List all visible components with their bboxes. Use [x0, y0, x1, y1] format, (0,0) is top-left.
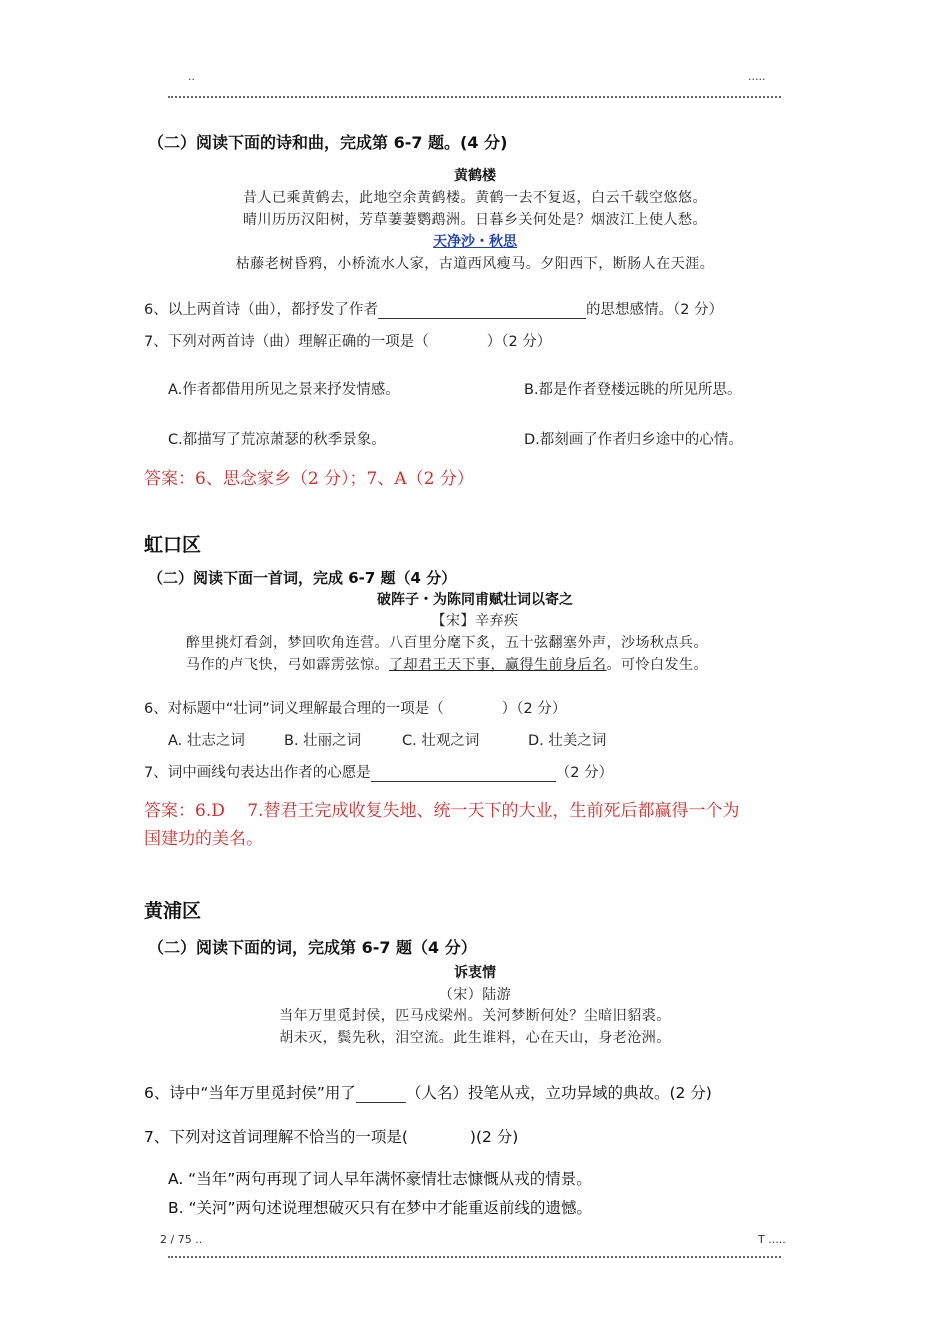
- s2-opt-c: C. 壮观之词: [402, 733, 480, 749]
- s2-poem-title: 破阵子・为陈同甫赋壮词以寄之: [377, 592, 573, 608]
- s1-answer: 答案：6、思念家乡（2 分）；7、A（2 分）: [144, 469, 474, 489]
- s2-q6: 6、对标题中“壮词”词义理解最合理的一项是（ ）（2 分）: [144, 701, 567, 717]
- s2-region: 虹口区: [144, 534, 202, 556]
- poem1-title: 黄鹤楼: [454, 168, 496, 184]
- s3-q6-suffix: （人名）投笔从戎，立功异域的典故。(2 分): [405, 1084, 712, 1102]
- s2-opt-a: A. 壮志之词: [168, 733, 245, 749]
- s1-q6: [144, 298, 723, 319]
- header-right-mark: .....: [748, 70, 766, 83]
- s1-opt-a: A.作者都借用所见之景来抒发情感。: [168, 382, 400, 398]
- s2-q7-blank[interactable]: [371, 765, 556, 782]
- s2-line2-b: 。可怜白发生。: [606, 657, 708, 673]
- s3-author: （宋）陆游: [438, 987, 512, 1003]
- s2-line2: [186, 654, 708, 674]
- poem2-title-wrap: [0, 231, 950, 251]
- poem1-line1: 昔人已乘黄鹤去，此地空余黄鹤楼。黄鹤一去不复返，白云千载空悠悠。: [243, 190, 707, 206]
- footer-divider: [168, 1256, 781, 1258]
- s1-opt-c: C.都描写了荒凉萧瑟的秋季景象。: [168, 432, 386, 448]
- s3-opt-b: B. “关河”两句述说理想破灭只有在梦中才能重返前线的遗憾。: [168, 1199, 593, 1217]
- s3-poem-title: 诉衷情: [454, 965, 496, 981]
- s2-answer-line2: 国建功的美名。: [144, 829, 263, 849]
- header-left-mark: ..: [188, 70, 195, 83]
- s2-q7-prefix: 7、词中画线句表达出作者的心愿是: [144, 765, 371, 781]
- s1-q6-suffix: 的思想感情。（2 分）: [585, 302, 724, 318]
- s2-q7: [144, 761, 613, 782]
- s1-q6-blank[interactable]: [378, 302, 586, 319]
- poem1-line2: 晴川历历汉阳树，芳草萋萋鹦鹉洲。日暮乡关何处是？烟波江上使人愁。: [243, 212, 707, 228]
- s2-opt-b: B. 壮丽之词: [284, 733, 362, 749]
- s3-opt-a: A. “当年”两句再现了词人早年满怀豪情壮志慷慨从戎的情景。: [168, 1170, 592, 1188]
- s1-q7: 7、下列对两首诗（曲）理解正确的一项是（ ）（2 分）: [144, 334, 552, 350]
- s2-author: 【宋】辛弃疾: [431, 613, 519, 629]
- s3-q6-blank[interactable]: [356, 1086, 406, 1103]
- footer-right-mark: T .....: [758, 1233, 786, 1246]
- section1-title: （二）阅读下面的诗和曲，完成第 6-7 题。(4 分): [148, 133, 508, 152]
- s3-title: （二）阅读下面的词，完成第 6-7 题（4 分）: [148, 938, 477, 957]
- s2-title: （二）阅读下面一首词，完成 6-7 题（4 分）: [148, 569, 457, 587]
- s3-q6: [144, 1081, 712, 1103]
- footer-page: 2 / 75 ..: [160, 1233, 203, 1246]
- s2-line1: 醉里挑灯看剑，梦回吹角连营。八百里分麾下炙，五十弦翻塞外声，沙场秋点兵。: [186, 635, 708, 651]
- s2-q7-suffix: （2 分）: [555, 765, 614, 781]
- poem2-title-link[interactable]: 天净沙・秋思: [433, 234, 517, 250]
- s3-line1: 当年万里觅封侯，匹马戍梁州。关河梦断何处？尘暗旧貂裘。: [279, 1008, 671, 1024]
- s2-opt-d: D. 壮美之词: [528, 733, 607, 749]
- s2-line2-underlined: 了却君王天下事，赢得生前身后名: [389, 657, 607, 673]
- s1-q6-prefix: 6、以上两首诗（曲），都抒发了作者: [144, 302, 378, 318]
- s3-q6-prefix: 6、诗中“当年万里觅封侯”用了: [144, 1084, 356, 1102]
- s1-opt-b: B.都是作者登楼远眺的所见所思。: [524, 382, 742, 398]
- s3-region: 黄浦区: [144, 900, 202, 922]
- s3-q7: 7、下列对这首词理解不恰当的一项是( )(2 分): [144, 1128, 519, 1146]
- s3-line2: 胡未灭，鬓先秋，泪空流。此生谁料，心在天山，身老沧洲。: [279, 1030, 671, 1046]
- s2-line2-a: 马作的卢飞快，弓如霹雳弦惊。: [186, 657, 389, 673]
- poem2-line1: 枯藤老树昏鸦，小桥流水人家，古道西风瘦马。夕阳西下，断肠人在天涯。: [235, 256, 715, 272]
- s1-opt-d: D.都刻画了作者归乡途中的心情。: [524, 432, 743, 448]
- s2-answer-line1: 答案：6.D 7.替君王完成收复失地、统一天下的大业，生前死后都赢得一个为: [144, 801, 740, 821]
- header-divider: [168, 96, 781, 98]
